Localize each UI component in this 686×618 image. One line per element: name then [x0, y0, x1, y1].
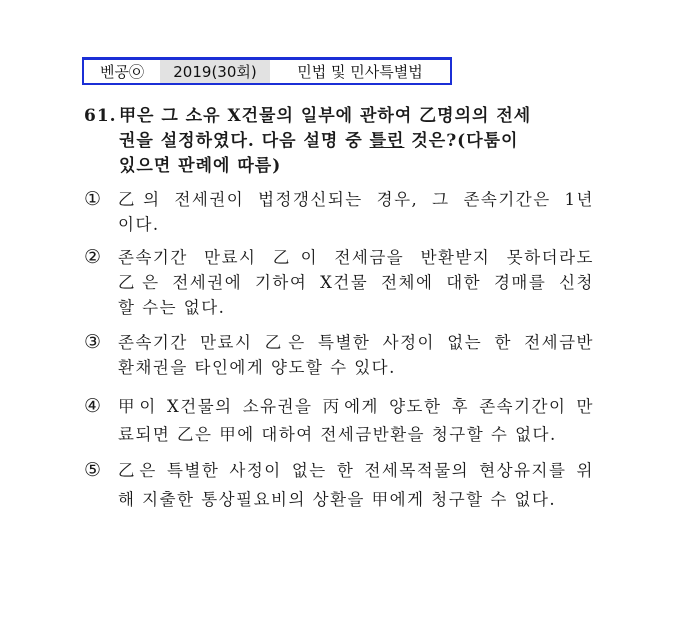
choice-3-line-1: 존속기간 만료시 乙은 특별한 사정이 없는 한 전세금반	[118, 333, 594, 352]
choice-5-marker: ⑤	[84, 459, 103, 481]
choice-3-line-2: 환채권을 타인에게 양도할 수 있다.	[118, 358, 396, 377]
header-subject: 민법 및 민사특별법	[297, 63, 423, 81]
choice-2-line-3: 할 수는 없다.	[118, 298, 226, 317]
header-tag: 벤공㉧	[100, 63, 144, 81]
choice-2-marker: ②	[84, 246, 103, 268]
choice-2-text	[118, 245, 594, 320]
question-number: 61.	[84, 106, 117, 126]
choice-4-text	[118, 394, 594, 447]
question-keyword-underlined: 틀린	[369, 131, 405, 151]
question-stem	[84, 104, 590, 179]
exam-header	[82, 57, 452, 85]
choice-3-marker: ③	[84, 331, 103, 353]
question-line-2-pre: 권을 설정하였다. 다음 설명 중	[119, 131, 370, 151]
question-line-3: 있으면 판례에 따름)	[119, 156, 282, 176]
choice-2-line-1: 존속기간 만료시 乙이 전세금을 반환받지 못하더라도	[118, 248, 594, 267]
choice-4-line-2: 료되면 乙은 甲에 대하여 전세금반환을 청구할 수 없다.	[118, 425, 557, 444]
choice-3[interactable]	[84, 330, 594, 380]
choice-3-text	[118, 330, 594, 380]
question-line-1: 甲은 그 소유 X건물의 일부에 관하여 乙명의의 전세	[119, 106, 532, 126]
choice-4-line-1: 甲이 X건물의 소유권을 丙에게 양도한 후 존속기간이 만	[118, 397, 594, 416]
choice-1-line-1: 乙의 전세권이 법정갱신되는 경우, 그 존속기간은 1년	[118, 190, 594, 209]
choice-5-line-1: 乙은 특별한 사정이 없는 한 전세목적물의 현상유지를 위	[118, 461, 594, 480]
choice-5[interactable]	[84, 458, 594, 512]
question-line-2	[84, 129, 590, 154]
choice-2[interactable]	[84, 245, 594, 320]
choice-4[interactable]	[84, 394, 594, 447]
choice-5-line-2: 해 지출한 통상필요비의 상환을 甲에게 청구할 수 없다.	[118, 490, 557, 509]
choice-5-text	[118, 458, 594, 512]
choice-4-marker: ④	[84, 395, 103, 417]
question-line-2-post: 것은?(다툼이	[404, 131, 519, 151]
choice-1-text	[118, 187, 594, 237]
choice-2-line-2: 乙은 전세권에 기하여 X건물 전체에 대한 경매를 신청	[118, 273, 594, 292]
choice-1-line-2: 이다.	[118, 215, 160, 234]
choice-1-marker: ①	[84, 188, 103, 210]
choice-1[interactable]	[84, 187, 594, 237]
header-year: 2019(30회)	[160, 60, 270, 83]
